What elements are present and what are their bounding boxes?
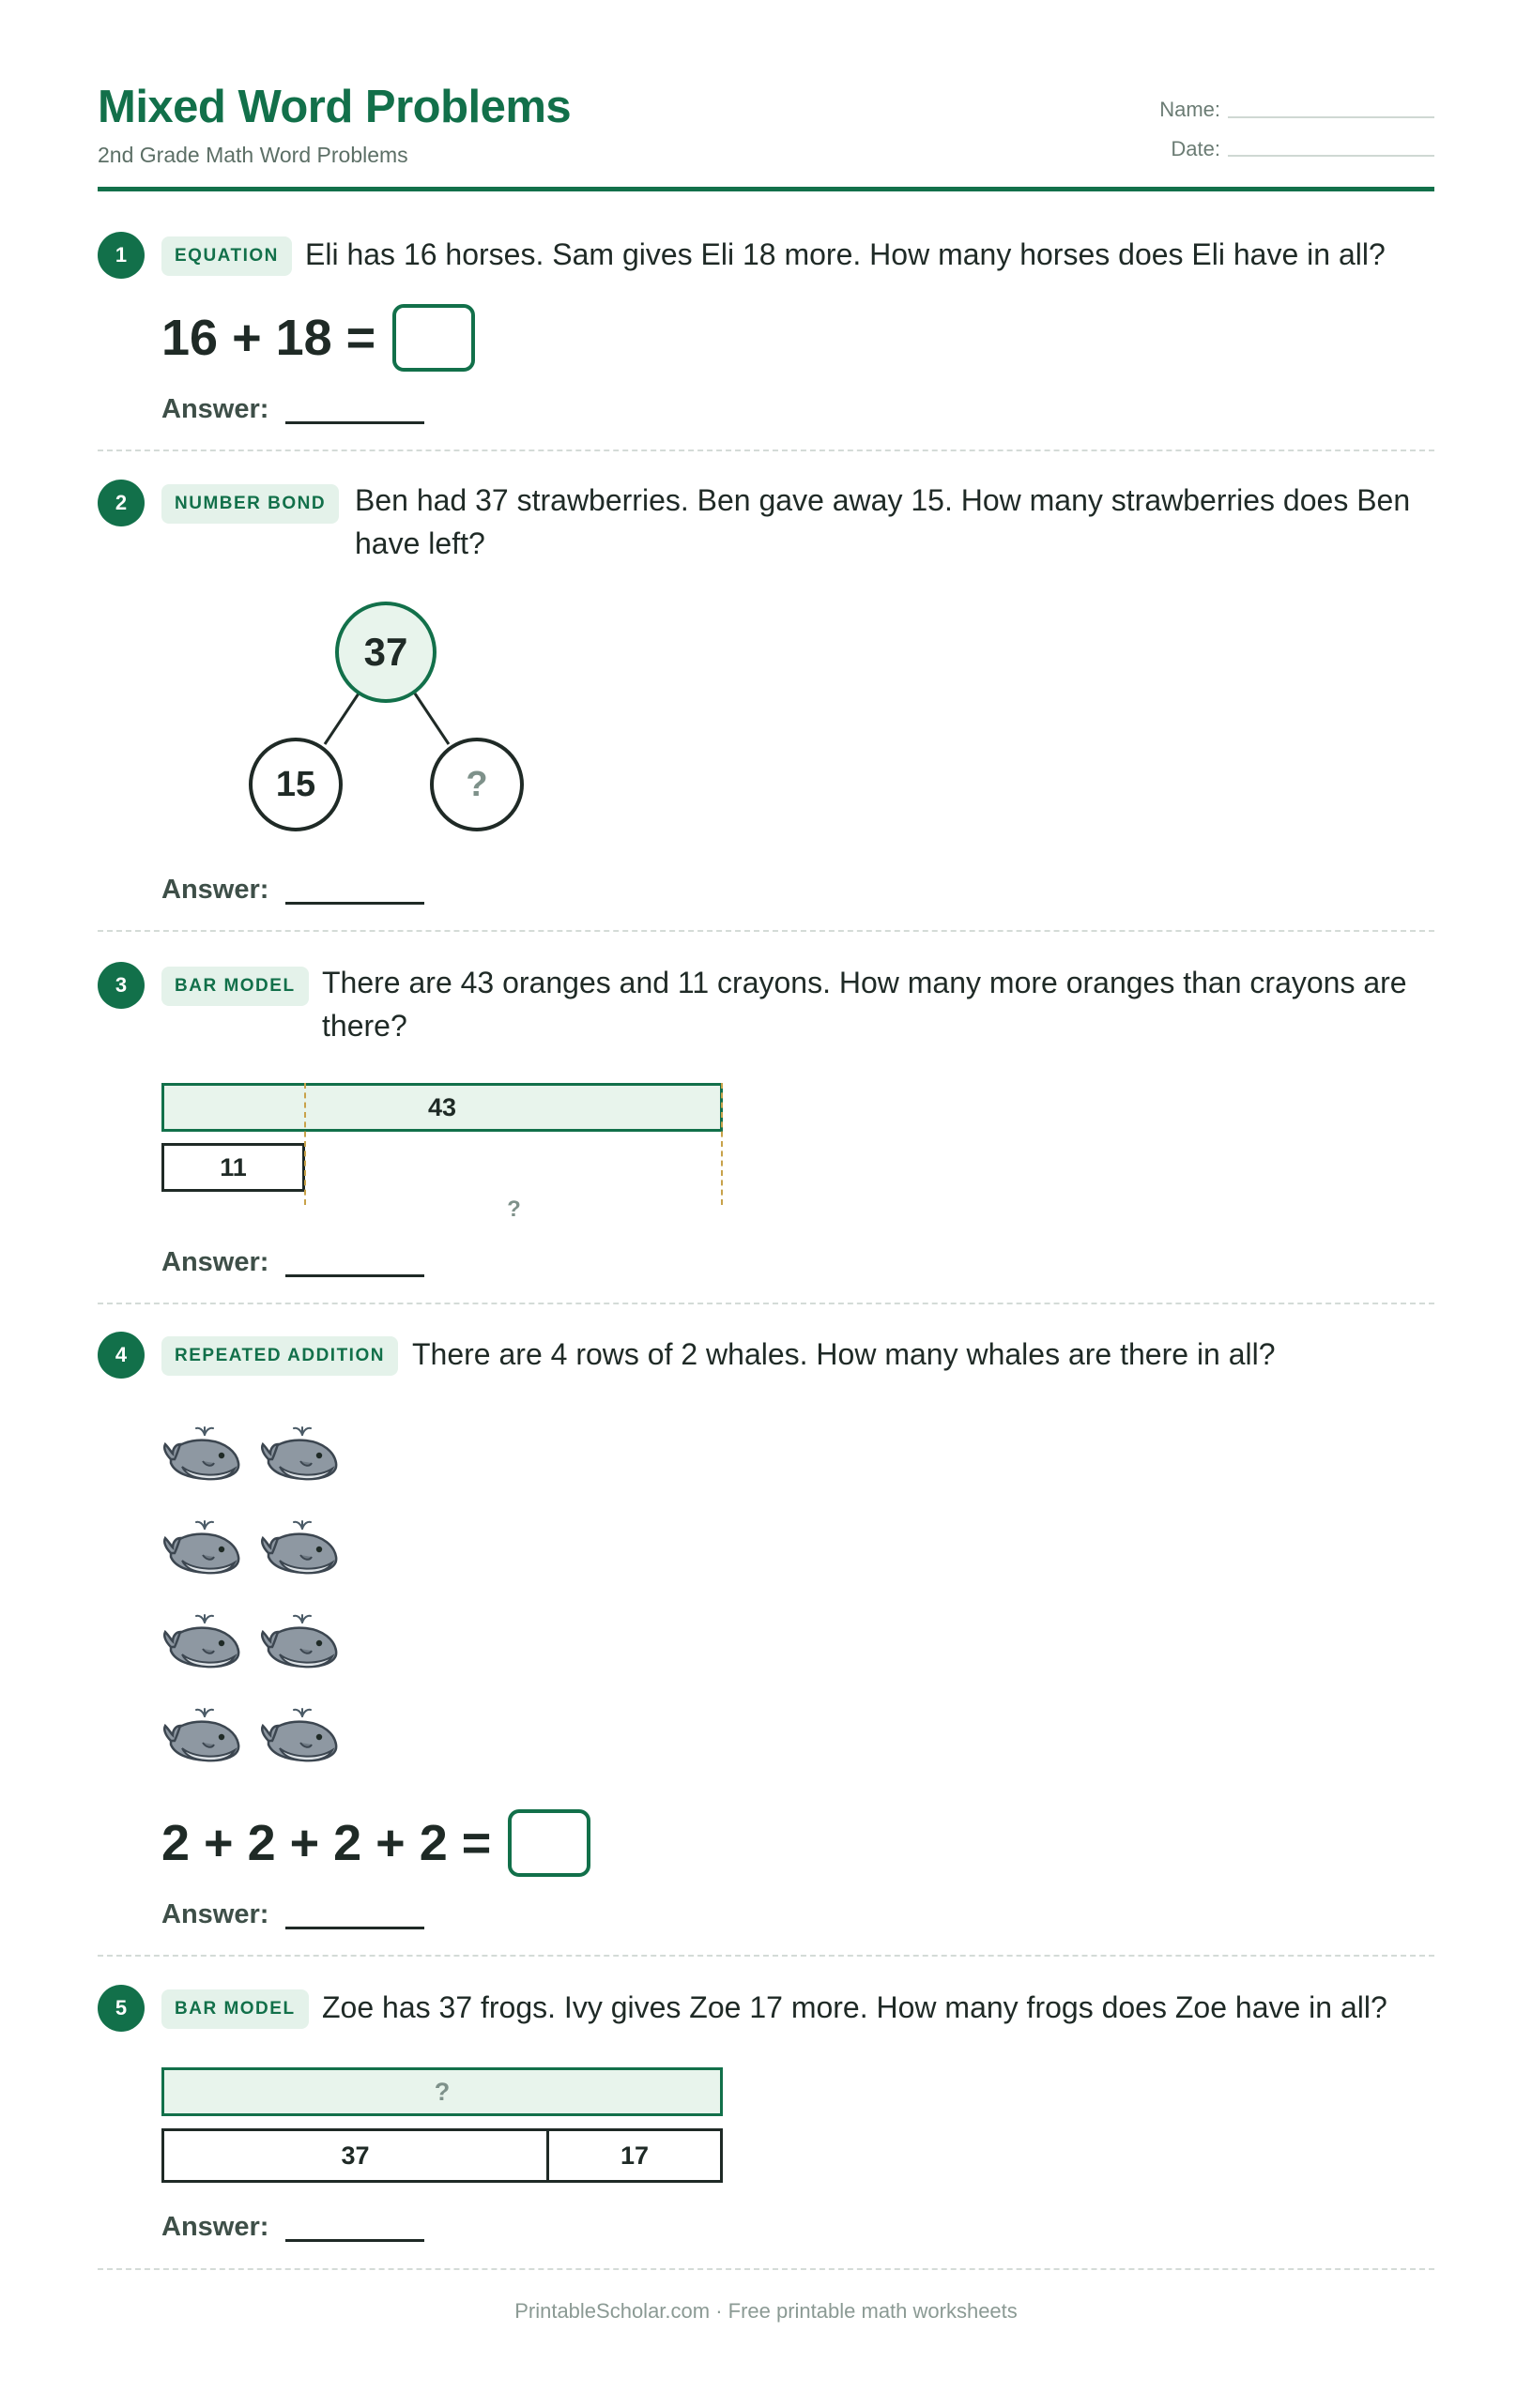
answer-line[interactable] <box>285 1927 424 1929</box>
problem-text: There are 43 oranges and 11 crayons. How many more oranges than crayons are there? <box>322 966 1407 1043</box>
whale-icon <box>259 1516 345 1577</box>
whale-icon <box>161 1516 248 1577</box>
answer-label: Answer: <box>161 2212 269 2242</box>
footer-text: PrintableScholar.com · Free printable math worksheets <box>514 2299 1018 2323</box>
problem-number: 4 <box>98 1332 145 1379</box>
page-title: Mixed Word Problems <box>98 82 572 132</box>
problem-number: 1 <box>98 232 145 279</box>
answer-line[interactable] <box>285 421 424 424</box>
problem-text: Eli has 16 horses. Sam gives Eli 18 more. How many horses does Eli have in all? <box>305 237 1386 271</box>
problem-divider <box>98 1955 1434 1957</box>
whale-picture-grid <box>161 1422 387 1797</box>
answer-label: Answer: <box>161 875 269 905</box>
problem-divider <box>98 930 1434 932</box>
bar-total: 43 <box>161 1083 723 1132</box>
whale-icon <box>161 1703 248 1765</box>
answer-label: Answer: <box>161 1247 269 1277</box>
equation <box>161 300 475 375</box>
whale-icon <box>259 1422 345 1484</box>
answer-line[interactable] <box>285 902 424 905</box>
problem-tag: EQUATION <box>161 236 292 276</box>
date-label: Date: <box>1171 137 1220 160</box>
equation-text: 16 + 18 = <box>161 310 376 366</box>
difference-guide-line <box>721 1083 723 1205</box>
bond-unknown-part[interactable]: ? <box>430 738 524 831</box>
bond-part: 15 <box>249 738 343 831</box>
whale-icon <box>259 1609 345 1671</box>
bar-part: 17 <box>546 2128 723 2183</box>
answer-label: Answer: <box>161 1899 269 1929</box>
answer-box[interactable] <box>392 304 475 372</box>
problem-tag: BAR MODEL <box>161 967 309 1006</box>
problem-number: 2 <box>98 480 145 526</box>
problem-tag: REPEATED ADDITION <box>161 1336 398 1376</box>
date-field[interactable] <box>1228 155 1434 157</box>
bar-part: 11 <box>161 1143 305 1192</box>
answer-line[interactable] <box>285 2239 424 2242</box>
name-label: Name: <box>1159 98 1220 121</box>
answer-box[interactable] <box>508 1809 590 1877</box>
problem-divider <box>98 450 1434 451</box>
problem-number: 3 <box>98 962 145 1009</box>
problem-divider <box>98 1303 1434 1304</box>
header-rule <box>98 187 1434 191</box>
difference-unknown: ? <box>507 1196 521 1222</box>
problem-text: There are 4 rows of 2 whales. How many whales are there in all? <box>412 1337 1276 1371</box>
difference-guide-line <box>304 1083 306 1205</box>
problem-number: 5 <box>98 1985 145 2032</box>
answer-line[interactable] <box>285 1274 424 1277</box>
problem-text: Zoe has 37 frogs. Ivy gives Zoe 17 more. How many frogs does Zoe have in all? <box>322 1990 1387 2024</box>
whale-icon <box>161 1609 248 1671</box>
equation <box>161 1806 590 1881</box>
page-subtitle: 2nd Grade Math Word Problems <box>98 143 408 167</box>
problem-tag: BAR MODEL <box>161 1989 309 2029</box>
name-field[interactable] <box>1228 116 1434 118</box>
problem-tag: NUMBER BOND <box>161 484 339 524</box>
bar-part: 37 <box>161 2128 549 2183</box>
problem-text: Ben had 37 strawberries. Ben gave away 15. How many strawberries does Ben have left? <box>355 483 1411 560</box>
bar-total-unknown: ? <box>161 2067 723 2116</box>
whale-icon <box>259 1703 345 1765</box>
bond-whole: 37 <box>335 602 437 703</box>
problem-divider <box>98 2268 1434 2270</box>
whale-icon <box>161 1422 248 1484</box>
equation-text: 2 + 2 + 2 + 2 = <box>161 1815 492 1871</box>
answer-label: Answer: <box>161 394 269 424</box>
